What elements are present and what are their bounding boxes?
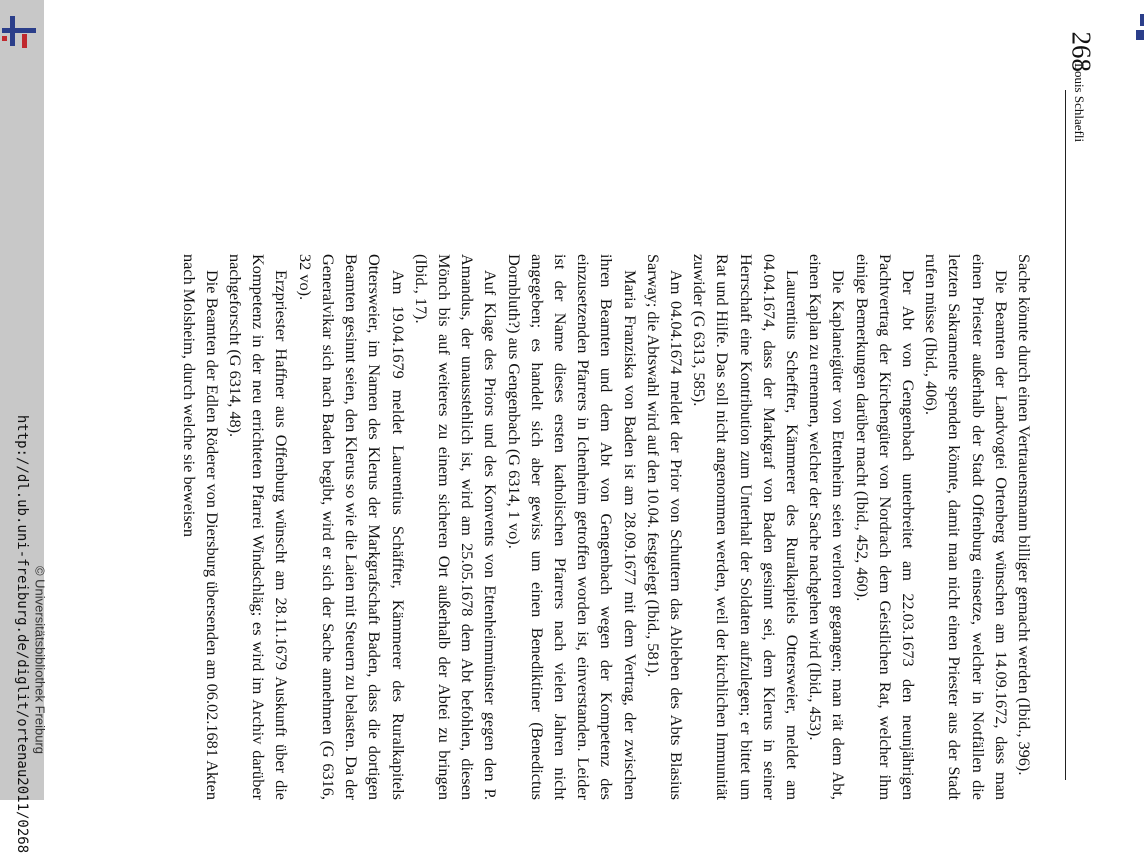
- page-number: 268: [1066, 31, 1097, 72]
- corner-mark-icon: [1136, 30, 1144, 40]
- corner-mark-icon: [1140, 14, 1144, 26]
- body-text: [107, 254, 1036, 800]
- viewer-sidebar: [0, 0, 48, 854]
- copyright-notice: © Universitätsbibliothek Freiburg: [32, 565, 48, 755]
- paragraph: Sache könnte durch einen Vertrauensmann billiger gemacht werden (Ibid., 396).: [1015, 254, 1034, 776]
- paragraph: Am 04.04.1674 meldet der Prior von Schuttern das Ableben des Abts Blasius Sarway; die Abtswahl wird auf den 10.04. festgelegt (Ibid., 581).: [643, 254, 686, 800]
- running-head: Louis Schlaefli: [1072, 63, 1087, 143]
- paragraph: Maria Franziska von Baden ist am 28.09.1677 mit dem Vertrag, der zwischen ihren Beamten und dem Abt von Gengenbach wegen der Kompetenz des einzusetzenden Pfarrers in Ichenheim getroffen worden ist, einverstanden. Leider ist der Name dieses ersten katholischen Pfarrers nach vielen Jahren nicht angegeben; es handelt sich aber gewiss um einen Benediktiner (Benedictus Dornbluth?) aus Gengenbach (G 6314, 1 vo).: [504, 254, 640, 800]
- university-library-logo-icon[interactable]: [0, 10, 38, 50]
- right-edge: [1136, 0, 1148, 800]
- header-rule: [1065, 90, 1066, 780]
- paragraph: Am 19.04.1679 meldet Laurentius Schäffter, Kämmerer des Ruralkapitels Ottersweier, im Namen des Klerus der Markgrafschaft Baden, dass die dortigen Beamten gesinnt seien, den Klerus so wie die Laien mit Steuern zu belasten. Da der Generalvikar sich nach Baden begibt, wird er sich der Sache annehmen (G 6316, 32 vo).: [295, 254, 408, 800]
- paragraph: Auf Klage des Priors und des Konvents von Ettenheimmünster gegen den P. Amandus, der unausstehlich ist, wird am 25.05.1678 dem Abt befohlen, diesen Mönch bis auf weiteres zu einem sicheren Ort außerhalb der Abtei zu bringen (Ibid., 17).: [411, 254, 501, 800]
- paragraph: Die Beamten der Edlen Röderer von Diersburg übersenden am 06.02.1681 Akten nach Molsheim, durch welche sie beweisen: [179, 254, 222, 800]
- body-text-frame: [107, 254, 1036, 800]
- paragraph: Die Beamten der Landvogtei Ortenberg wünschen am 14.09.1672, dass man einen Priester außerhalb der Stadt Offenburg einsetze, welcher in Notfällen die letzten Sakramente spenden könnte, damit man nicht einen Priester aus der Stadt rufen müsse (Ibid., 406).: [922, 254, 1011, 800]
- paragraph: Laurentius Scheffter, Kämmerer des Ruralkapitels Ottersweier, meldet am 04.04.1674, dass der Markgraf von Baden gesinnt sei, dem Klerus in seiner Herrschaft eine Kontribution zum Unterhalt der Soldaten aufzulegen; er bittet um Rat und Hilfe. Das soll nicht angenommen werden, weil der kirchlichen Immunität zuwider (G 6313, 585).: [690, 254, 802, 800]
- document-url[interactable]: http://dl.ub.uni-freiburg.de/diglit/ortenau2011/0268: [14, 414, 30, 854]
- paragraph: Die Kaplaneigüter von Ettenheim seien verloren gegangen; man rät dem Abt, einen Kaplan zu ernennen, welcher der Sache nachgehen wird (Ibid., 453).: [806, 254, 849, 800]
- paragraph: Der Abt von Gengenbach unterbreitet am 22.03.1673 den neunjährigen Pachtvertrag der Kirchengüter von Nordrach dem Geistlichen Rat, welcher ihm einige Bemerkungen darüber macht (Ibid., 452, 460).: [852, 254, 918, 800]
- paragraph: Erzpriester Haffner aus Offenburg wünscht am 28.11.1679 Auskunft über die Kompetenz in der neu errichteten Pfarrei Windschläg; es wird im Archiv darüber nachgeforscht (G 6314, 48).: [226, 254, 292, 800]
